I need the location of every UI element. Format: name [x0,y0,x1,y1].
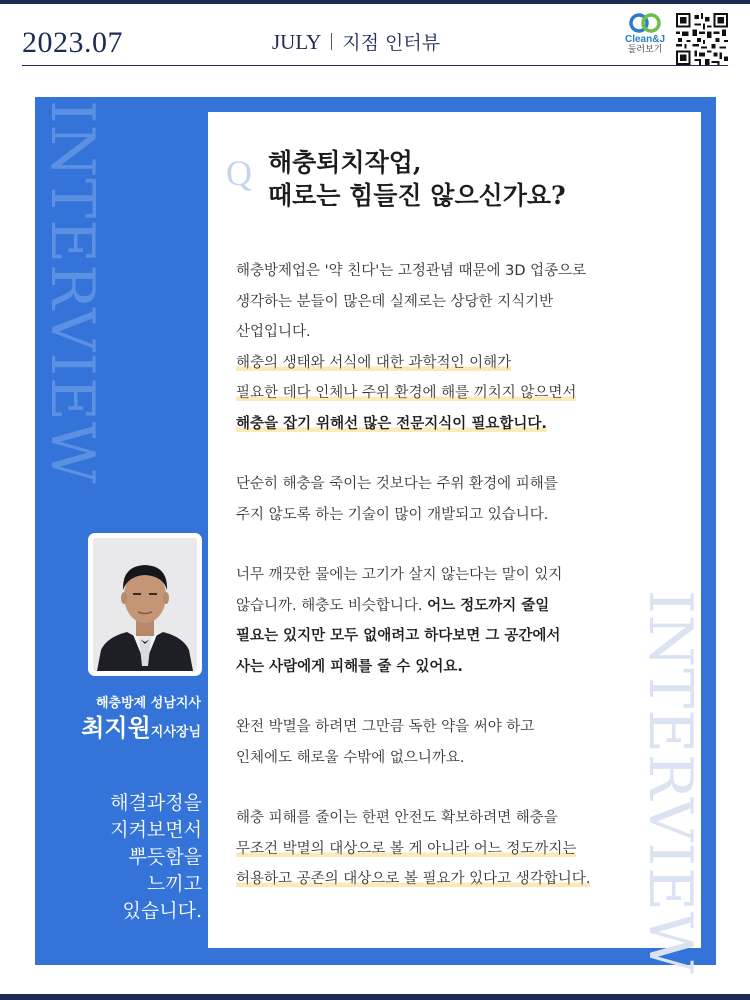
pull-quote-line: 해결과정을 [110,792,202,814]
highlight-text: 허용하고 공존의 대상으로 볼 필요가 있다고 생각합니다. [236,871,591,887]
answer-line-highlighted [236,864,686,895]
logo-icon [628,12,662,34]
section-title [272,28,440,55]
clean-and-j-logo[interactable] [619,12,671,64]
answer-paragraph-3 [236,560,686,682]
answer-line-highlighted [236,834,686,865]
answer-line-mixed [236,591,686,622]
month-label: JULY [272,30,322,54]
answer-line-highlighted [236,348,686,379]
answer-line: 해충방제업은 '약 친다'는 고정관념 때문에 3D 업종으로 [236,263,587,279]
branch-name: 해충방제 성남지사 [96,696,201,711]
answer-paragraph-4 [236,712,686,773]
highlight-text: 해충의 생태와 서식에 대한 과학적인 이해가 [236,354,512,371]
logo-wordmark: Clean&J [624,34,665,45]
answer-paragraph-5 [236,803,686,895]
title-separator [331,33,332,50]
interview-watermark-left: INTERVIEW [37,100,107,485]
page-header [22,4,728,66]
answer-line: 인체에도 해로울 수밖에 없으니까요. [236,749,465,766]
question-heading [268,146,566,212]
answer-paragraph-1 [236,256,686,439]
profile-photo [93,538,197,671]
interviewee-name: 최지원 [81,713,151,742]
question-mark-label: Q [226,153,252,193]
section-label: 지점 인터뷰 [342,32,441,54]
question-line: 해충퇴치작업, [268,148,422,177]
highlight-text: 필요한 데다 인체나 주위 환경에 해를 끼치지 않으면서 [236,385,577,401]
profile-photo-frame [88,533,202,676]
interviewee-title: 지사장님 [150,725,201,740]
pull-quote-line: 뿌듯함을 [128,846,202,868]
pull-quote-line: 느끼고 [146,873,202,895]
qr-code-icon[interactable] [676,13,728,65]
answer-line: 해충 피해를 줄이는 한편 안전도 확보하려면 해충을 [236,810,558,826]
bottom-rule [0,994,750,1000]
answer-line-highlighted [236,378,686,409]
answer-line: 산업입니다. [236,324,311,340]
pull-quote-line: 지켜보면서 [110,819,202,841]
answer-line: 완전 박멸을 하려면 그만큼 독한 약을 써야 하고 [236,719,535,735]
pull-quote [40,790,202,925]
answer-line: 주지 않도록 하는 기술이 많이 개발되고 있습니다. [236,506,549,523]
highlight-text: 무조건 박멸의 대상으로 볼 게 아니라 어느 정도까지는 [236,840,577,857]
answer-line: 단순히 해충을 죽이는 것보다는 주위 환경에 피해를 [236,476,558,492]
answer-text: 않습니까. 해충도 비슷합니다. [236,597,423,614]
question-line: 때로는 힘들진 않으신가요? [268,181,566,210]
answer-paragraph-2 [236,469,686,530]
interviewee [35,708,201,743]
logo-browse-label: 둘러보기 [627,45,663,55]
interview-watermark-right: INTERVIEW [635,590,705,975]
answer-body [236,256,686,925]
answer-line: 생각하는 분들이 많은데 실제로는 상당한 지식기반 [236,293,554,310]
answer-line-emphasis [236,409,686,440]
answer-line-emphasis: 사는 사람에게 피해를 줄 수 있어요. [236,658,463,675]
pull-quote-line: 있습니다. [122,900,202,922]
answer-line: 너무 깨끗한 물에는 고기가 살지 않는다는 말이 있지 [236,567,563,583]
highlight-text: 해충을 잡기 위해선 많은 전문지식이 필요합니다. [236,415,547,432]
answer-line-emphasis: 필요는 있지만 모두 없애려고 하다보면 그 공간에서 [236,628,561,644]
emphasis-text: 어느 정도까지 줄일 [427,597,550,614]
issue-date: 2023.07 [22,26,123,59]
